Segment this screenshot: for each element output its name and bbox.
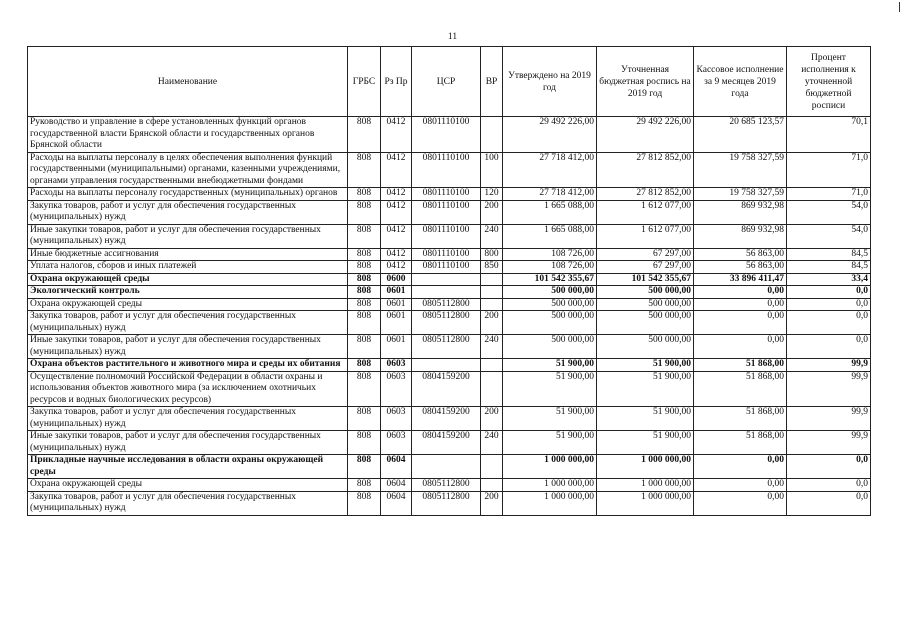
cell-name: Закупка товаров, работ и услуг для обеспечения государственных (муниципальных) нужд [28, 311, 348, 335]
cell-rzpr: 0603 [381, 371, 412, 407]
cell-refined: 27 812 852,00 [597, 152, 694, 188]
cell-refined: 500 000,00 [597, 298, 694, 311]
cell-rzpr: 0601 [381, 335, 412, 359]
cell-percent: 33,4 [787, 273, 871, 286]
cell-grbs: 808 [348, 371, 381, 407]
cell-grbs: 808 [348, 188, 381, 201]
cell-refined: 500 000,00 [597, 311, 694, 335]
cell-grbs: 808 [348, 359, 381, 372]
cell-csr: 0805112800 [412, 311, 481, 335]
cell-cash: 0,00 [694, 455, 787, 479]
table-row [28, 200, 871, 224]
cell-rzpr: 0412 [381, 152, 412, 188]
cell-csr: 0805112800 [412, 335, 481, 359]
cell-approved: 108 726,00 [503, 261, 597, 274]
cell-vr: 850 [481, 261, 503, 274]
cell-grbs: 808 [348, 273, 381, 286]
cell-name: Расходы на выплаты персоналу государственных (муниципальных) органов [28, 188, 348, 201]
cell-rzpr: 0601 [381, 311, 412, 335]
cell-approved: 108 726,00 [503, 248, 597, 261]
cell-csr [412, 359, 481, 372]
cell-csr: 0801110100 [412, 200, 481, 224]
cell-name: Закупка товаров, работ и услуг для обеспечения государственных (муниципальных) нужд [28, 491, 348, 515]
header-approved: Утверждено на 2019 год [503, 47, 597, 117]
cell-refined: 1 000 000,00 [597, 455, 694, 479]
cell-vr: 240 [481, 431, 503, 455]
cell-percent: 0,0 [787, 286, 871, 299]
cell-cash: 0,00 [694, 491, 787, 515]
cell-csr: 0805112800 [412, 479, 481, 492]
table-row [28, 311, 871, 335]
cell-name: Охрана объектов растительного и животного мира и среды их обитания [28, 359, 348, 372]
table-row [28, 407, 871, 431]
cell-vr: 100 [481, 152, 503, 188]
cell-approved: 500 000,00 [503, 286, 597, 299]
cell-approved: 51 900,00 [503, 407, 597, 431]
table-row [28, 261, 871, 274]
cell-csr: 0801110100 [412, 248, 481, 261]
cell-name: Охрана окружающей среды [28, 273, 348, 286]
cell-vr: 200 [481, 311, 503, 335]
header-cash: Кассовое исполнение за 9 месяцев 2019 года [694, 47, 787, 117]
cell-rzpr: 0600 [381, 273, 412, 286]
cell-refined: 29 492 226,00 [597, 117, 694, 153]
cell-vr [481, 455, 503, 479]
cell-approved: 500 000,00 [503, 335, 597, 359]
budget-table [27, 46, 871, 516]
cell-cash: 869 932,98 [694, 224, 787, 248]
cell-rzpr: 0601 [381, 286, 412, 299]
cell-cash: 0,00 [694, 479, 787, 492]
cell-percent: 0,0 [787, 311, 871, 335]
cell-vr [481, 117, 503, 153]
cell-percent: 99,9 [787, 407, 871, 431]
header-row [28, 47, 871, 117]
table-row [28, 431, 871, 455]
cell-rzpr: 0604 [381, 491, 412, 515]
cell-grbs: 808 [348, 491, 381, 515]
cell-percent: 71,0 [787, 188, 871, 201]
cell-name: Расходы на выплаты персоналу в целях обеспечения выполнения функций государственными (муниципальными) органами, казенными учреждениями, органами управления государственными внебюджетными фондами [28, 152, 348, 188]
header-name: Наименование [28, 47, 348, 117]
cell-name: Руководство и управление в сфере установленных функций органов государственной власти Брянской области и государственных органов Брянской области [28, 117, 348, 153]
cell-vr: 120 [481, 188, 503, 201]
cell-csr: 0801110100 [412, 261, 481, 274]
corner-mark [899, 2, 900, 12]
cell-csr: 0804159200 [412, 431, 481, 455]
cell-vr: 200 [481, 200, 503, 224]
cell-refined: 51 900,00 [597, 407, 694, 431]
cell-approved: 27 718 412,00 [503, 188, 597, 201]
cell-vr [481, 286, 503, 299]
cell-refined: 500 000,00 [597, 286, 694, 299]
header-grbs: ГРБС [348, 47, 381, 117]
cell-cash: 19 758 327,59 [694, 152, 787, 188]
cell-rzpr: 0601 [381, 298, 412, 311]
cell-csr [412, 273, 481, 286]
cell-name: Иные закупки товаров, работ и услуг для обеспечения государственных (муниципальных) нужд [28, 431, 348, 455]
cell-refined: 101 542 355,67 [597, 273, 694, 286]
cell-name: Прикладные научные исследования в области охраны окружающей среды [28, 455, 348, 479]
cell-percent: 0,0 [787, 335, 871, 359]
cell-csr: 0801110100 [412, 188, 481, 201]
cell-approved: 1 665 088,00 [503, 200, 597, 224]
cell-cash: 0,00 [694, 298, 787, 311]
cell-name: Иные закупки товаров, работ и услуг для обеспечения государственных (муниципальных) нужд [28, 224, 348, 248]
cell-cash: 51 868,00 [694, 371, 787, 407]
table-row [28, 371, 871, 407]
cell-name: Иные закупки товаров, работ и услуг для обеспечения государственных (муниципальных) нужд [28, 335, 348, 359]
cell-refined: 1 000 000,00 [597, 491, 694, 515]
cell-vr [481, 359, 503, 372]
cell-cash: 33 896 411,47 [694, 273, 787, 286]
cell-grbs: 808 [348, 298, 381, 311]
cell-grbs: 808 [348, 286, 381, 299]
cell-rzpr: 0412 [381, 261, 412, 274]
cell-refined: 27 812 852,00 [597, 188, 694, 201]
cell-csr: 0805112800 [412, 491, 481, 515]
cell-grbs: 808 [348, 335, 381, 359]
table-row [28, 286, 871, 299]
cell-approved: 29 492 226,00 [503, 117, 597, 153]
cell-grbs: 808 [348, 479, 381, 492]
cell-vr [481, 371, 503, 407]
cell-csr: 0801110100 [412, 224, 481, 248]
cell-approved: 500 000,00 [503, 298, 597, 311]
cell-vr [481, 479, 503, 492]
cell-refined: 67 297,00 [597, 248, 694, 261]
header-refined: Уточненная бюджетная роспись на 2019 год [597, 47, 694, 117]
cell-grbs: 808 [348, 117, 381, 153]
cell-cash: 51 868,00 [694, 407, 787, 431]
cell-refined: 51 900,00 [597, 431, 694, 455]
table-row [28, 359, 871, 372]
cell-cash: 19 758 327,59 [694, 188, 787, 201]
cell-csr: 0804159200 [412, 407, 481, 431]
cell-approved: 1 000 000,00 [503, 491, 597, 515]
cell-csr: 0805112800 [412, 298, 481, 311]
cell-refined: 67 297,00 [597, 261, 694, 274]
cell-approved: 51 900,00 [503, 431, 597, 455]
table-row [28, 224, 871, 248]
page-number: 11 [447, 32, 458, 42]
table-row [28, 248, 871, 261]
cell-refined: 51 900,00 [597, 371, 694, 407]
cell-refined: 1 000 000,00 [597, 479, 694, 492]
cell-percent: 0,0 [787, 298, 871, 311]
table-row [28, 455, 871, 479]
table-row [28, 298, 871, 311]
cell-name: Осуществление полномочий Российской Федерации в области охраны и использования объектов животного мира (за исключением охотничьих ресурсов и водных биологических ресурсов) [28, 371, 348, 407]
cell-percent: 84,5 [787, 261, 871, 274]
cell-grbs: 808 [348, 261, 381, 274]
cell-approved: 500 000,00 [503, 311, 597, 335]
cell-name: Охрана окружающей среды [28, 479, 348, 492]
cell-grbs: 808 [348, 407, 381, 431]
table-row [28, 335, 871, 359]
cell-percent: 54,0 [787, 200, 871, 224]
cell-name: Экологический контроль [28, 286, 348, 299]
cell-percent: 99,9 [787, 371, 871, 407]
cell-cash: 51 868,00 [694, 359, 787, 372]
cell-csr [412, 455, 481, 479]
header-percent: Процент исполнения к уточненной бюджетной росписи [787, 47, 871, 117]
cell-approved: 101 542 355,67 [503, 273, 597, 286]
cell-grbs: 808 [348, 431, 381, 455]
cell-rzpr: 0412 [381, 188, 412, 201]
cell-percent: 0,0 [787, 479, 871, 492]
cell-rzpr: 0412 [381, 200, 412, 224]
cell-rzpr: 0603 [381, 431, 412, 455]
cell-rzpr: 0604 [381, 455, 412, 479]
table-row [28, 152, 871, 188]
cell-vr: 240 [481, 224, 503, 248]
cell-grbs: 808 [348, 311, 381, 335]
cell-grbs: 808 [348, 455, 381, 479]
cell-grbs: 808 [348, 152, 381, 188]
cell-percent: 99,9 [787, 359, 871, 372]
cell-refined: 51 900,00 [597, 359, 694, 372]
cell-grbs: 808 [348, 224, 381, 248]
cell-refined: 500 000,00 [597, 335, 694, 359]
cell-percent: 84,5 [787, 248, 871, 261]
cell-cash: 56 863,00 [694, 248, 787, 261]
header-csr: ЦСР [412, 47, 481, 117]
cell-percent: 0,0 [787, 491, 871, 515]
cell-csr: 0801110100 [412, 152, 481, 188]
table-row [28, 273, 871, 286]
cell-cash: 56 863,00 [694, 261, 787, 274]
cell-name: Иные бюджетные ассигнования [28, 248, 348, 261]
cell-cash: 0,00 [694, 311, 787, 335]
cell-csr: 0801110100 [412, 117, 481, 153]
cell-name: Закупка товаров, работ и услуг для обеспечения государственных (муниципальных) нужд [28, 407, 348, 431]
cell-name: Охрана окружающей среды [28, 298, 348, 311]
cell-csr: 0804159200 [412, 371, 481, 407]
cell-cash: 51 868,00 [694, 431, 787, 455]
cell-grbs: 808 [348, 248, 381, 261]
table-row [28, 188, 871, 201]
cell-approved: 51 900,00 [503, 371, 597, 407]
cell-cash: 869 932,98 [694, 200, 787, 224]
cell-rzpr: 0412 [381, 117, 412, 153]
table-row [28, 491, 871, 515]
table-row [28, 117, 871, 153]
cell-cash: 0,00 [694, 286, 787, 299]
cell-percent: 54,0 [787, 224, 871, 248]
cell-rzpr: 0603 [381, 407, 412, 431]
cell-approved: 27 718 412,00 [503, 152, 597, 188]
header-vr: ВР [481, 47, 503, 117]
cell-name: Закупка товаров, работ и услуг для обеспечения государственных (муниципальных) нужд [28, 200, 348, 224]
cell-percent: 99,9 [787, 431, 871, 455]
cell-vr: 240 [481, 335, 503, 359]
cell-refined: 1 612 077,00 [597, 200, 694, 224]
cell-vr: 800 [481, 248, 503, 261]
cell-rzpr: 0604 [381, 479, 412, 492]
header-rzpr: Рз Пр [381, 47, 412, 117]
cell-approved: 1 000 000,00 [503, 455, 597, 479]
cell-approved: 1 000 000,00 [503, 479, 597, 492]
cell-percent: 70,1 [787, 117, 871, 153]
cell-name: Уплата налогов, сборов и иных платежей [28, 261, 348, 274]
cell-rzpr: 0412 [381, 224, 412, 248]
table-body [28, 117, 871, 516]
cell-rzpr: 0603 [381, 359, 412, 372]
cell-cash: 20 685 123,57 [694, 117, 787, 153]
cell-vr [481, 298, 503, 311]
cell-percent: 0,0 [787, 455, 871, 479]
cell-percent: 71,0 [787, 152, 871, 188]
cell-vr: 200 [481, 407, 503, 431]
cell-approved: 51 900,00 [503, 359, 597, 372]
cell-approved: 1 665 088,00 [503, 224, 597, 248]
cell-vr [481, 273, 503, 286]
cell-rzpr: 0412 [381, 248, 412, 261]
cell-csr [412, 286, 481, 299]
cell-vr: 200 [481, 491, 503, 515]
table-row [28, 479, 871, 492]
cell-cash: 0,00 [694, 335, 787, 359]
cell-refined: 1 612 077,00 [597, 224, 694, 248]
cell-grbs: 808 [348, 200, 381, 224]
